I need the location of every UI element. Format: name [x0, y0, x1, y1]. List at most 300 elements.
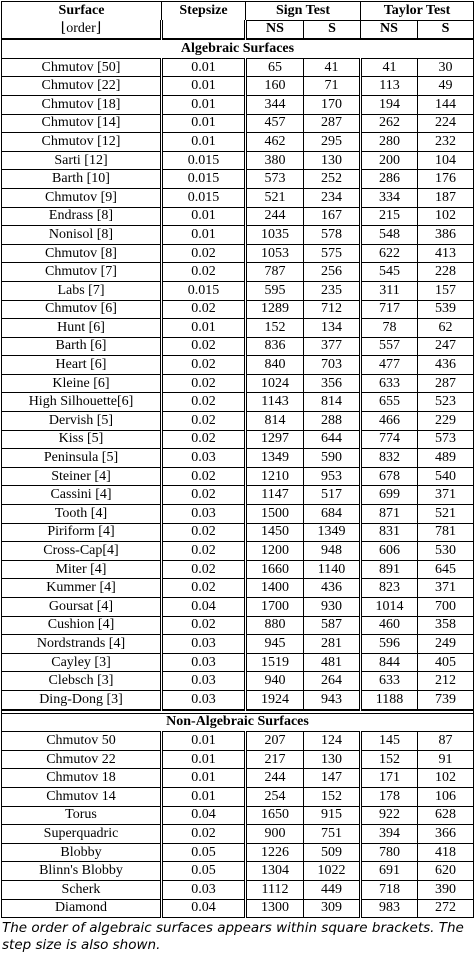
stepsize-cell: 0.05 [162, 862, 246, 881]
table-row [2, 523, 474, 542]
table-row [2, 356, 474, 375]
sign-ns-cell: 1304 [246, 862, 304, 881]
taylor-ns-cell: 922 [361, 806, 418, 825]
surface-cell: Nordstrands [4] [2, 635, 162, 654]
stepsize-cell: 0.01 [162, 319, 246, 338]
taylor-s-cell: 358 [418, 616, 474, 635]
taylor-ns-cell: 78 [361, 319, 418, 338]
sign-s-cell: 356 [304, 374, 361, 393]
surface-cell: Chmutov [8] [2, 244, 162, 263]
sign-s-cell: 953 [304, 467, 361, 486]
sign-ns-cell: 1147 [246, 486, 304, 505]
taylor-s-cell: 418 [418, 843, 474, 862]
surface-cell: Cassini [4] [2, 486, 162, 505]
taylor-s-cell: 229 [418, 412, 474, 431]
taylor-s-cell: 540 [418, 467, 474, 486]
sign-s-cell: 590 [304, 449, 361, 468]
table-row [2, 337, 474, 356]
surface-cell: Cross-Cap[4] [2, 542, 162, 561]
taylor-s-cell: 91 [418, 750, 474, 769]
table-row [2, 732, 474, 751]
sign-ns-cell: 160 [246, 77, 304, 96]
taylor-ns-cell: 280 [361, 133, 418, 152]
stepsize-cell: 0.015 [162, 170, 246, 189]
surface-cell: Blobby [2, 843, 162, 862]
sign-ns-cell: 573 [246, 170, 304, 189]
table-row [2, 300, 474, 319]
sign-s-cell: 509 [304, 843, 361, 862]
stepsize-cell: 0.04 [162, 806, 246, 825]
taylor-ns-cell: 466 [361, 412, 418, 431]
taylor-ns-cell: 596 [361, 635, 418, 654]
stepsize-cell: 0.02 [162, 337, 246, 356]
sign-ns-cell: 880 [246, 616, 304, 635]
sign-s-cell: 915 [304, 806, 361, 825]
stepsize-cell: 0.03 [162, 653, 246, 672]
surface-cell: Cushion [4] [2, 616, 162, 635]
surface-cell: Diamond [2, 899, 162, 918]
surface-cell: Chmutov 18 [2, 769, 162, 788]
taylor-ns-cell: 311 [361, 281, 418, 300]
sign-s-cell: 295 [304, 133, 361, 152]
stepsize-cell: 0.01 [162, 732, 246, 751]
stepsize-cell: 0.01 [162, 787, 246, 806]
sign-s-cell: 1349 [304, 523, 361, 542]
taylor-ns-cell: 286 [361, 170, 418, 189]
sign-ns-cell: 1024 [246, 374, 304, 393]
sign-s-cell: 288 [304, 412, 361, 431]
sign-ns-cell: 1200 [246, 542, 304, 561]
taylor-s-cell: 187 [418, 188, 474, 207]
taylor-s-cell: 521 [418, 505, 474, 524]
taylor-s-cell: 272 [418, 899, 474, 918]
table-row [2, 319, 474, 338]
sign-ns-cell: 1650 [246, 806, 304, 825]
table-row [2, 374, 474, 393]
taylor-ns-cell: 145 [361, 732, 418, 751]
sign-ns-cell: 945 [246, 635, 304, 654]
sign-ns-cell: 900 [246, 825, 304, 844]
taylor-s-cell: 739 [418, 690, 474, 709]
table-row [2, 806, 474, 825]
taylor-ns-cell: 655 [361, 393, 418, 412]
taylor-test-header: Taylor Test [361, 2, 474, 21]
table-row [2, 449, 474, 468]
taylor-ns-header: NS [361, 20, 418, 39]
sign-ns-cell: 1300 [246, 899, 304, 918]
stepsize-cell: 0.01 [162, 95, 246, 114]
taylor-s-cell: 405 [418, 653, 474, 672]
sign-s-cell: 948 [304, 542, 361, 561]
taylor-ns-cell: 844 [361, 653, 418, 672]
stepsize-cell: 0.02 [162, 579, 246, 598]
sign-s-cell: 134 [304, 319, 361, 338]
taylor-s-cell: 489 [418, 449, 474, 468]
stepsize-cell: 0.02 [162, 467, 246, 486]
taylor-ns-cell: 606 [361, 542, 418, 561]
surface-cell: Superquadric [2, 825, 162, 844]
algebraic-section-title: Algebraic Surfaces [2, 39, 474, 58]
taylor-ns-cell: 774 [361, 430, 418, 449]
stepsize-cell: 0.04 [162, 598, 246, 617]
sign-s-cell: 575 [304, 244, 361, 263]
table-row [2, 899, 474, 918]
sign-s-cell: 41 [304, 58, 361, 77]
sign-s-cell: 814 [304, 393, 361, 412]
taylor-ns-cell: 891 [361, 560, 418, 579]
stepsize-cell: 0.02 [162, 560, 246, 579]
sign-s-cell: 147 [304, 769, 361, 788]
non-algebraic-section-title: Non-Algebraic Surfaces [2, 713, 474, 732]
surface-cell: Chmutov 50 [2, 732, 162, 751]
surface-cell: Dervish [5] [2, 412, 162, 431]
table-caption: The order of algebraic surfaces appears within square brackets. The step size is also shown. [2, 920, 464, 954]
taylor-ns-cell: 633 [361, 374, 418, 393]
surface-cell: Labs [7] [2, 281, 162, 300]
surface-header-label: Surface [58, 3, 105, 19]
stepsize-cell: 0.01 [162, 207, 246, 226]
surface-cell: Chmutov [9] [2, 188, 162, 207]
taylor-ns-cell: 832 [361, 449, 418, 468]
taylor-ns-cell: 622 [361, 244, 418, 263]
taylor-s-cell: 781 [418, 523, 474, 542]
sign-ns-cell: 1035 [246, 226, 304, 245]
stepsize-header: Stepsize [162, 2, 246, 21]
sign-ns-cell: 1053 [246, 244, 304, 263]
taylor-s-cell: 87 [418, 732, 474, 751]
surface-cell: Chmutov [7] [2, 263, 162, 282]
taylor-ns-cell: 178 [361, 787, 418, 806]
sign-s-cell: 235 [304, 281, 361, 300]
surface-cell: Barth [10] [2, 170, 162, 189]
table-row [2, 133, 474, 152]
taylor-ns-cell: 691 [361, 862, 418, 881]
sign-ns-cell: 521 [246, 188, 304, 207]
stepsize-cell: 0.02 [162, 430, 246, 449]
taylor-s-cell: 628 [418, 806, 474, 825]
stepsize-cell: 0.02 [162, 356, 246, 375]
taylor-s-cell: 106 [418, 787, 474, 806]
table-row [2, 151, 474, 170]
surface-cell: Piriform [4] [2, 523, 162, 542]
stepsize-header-blank [162, 20, 246, 39]
stepsize-cell: 0.03 [162, 449, 246, 468]
table-row [2, 188, 474, 207]
sign-ns-cell: 1400 [246, 579, 304, 598]
table-row [2, 843, 474, 862]
surface-cell: Cayley [3] [2, 653, 162, 672]
stepsize-cell: 0.05 [162, 843, 246, 862]
taylor-s-cell: 390 [418, 880, 474, 899]
sign-s-cell: 1022 [304, 862, 361, 881]
table-row [2, 769, 474, 788]
taylor-s-cell: 228 [418, 263, 474, 282]
table-row [2, 616, 474, 635]
table-row [2, 244, 474, 263]
sign-ns-cell: 1660 [246, 560, 304, 579]
sign-ns-cell: 207 [246, 732, 304, 751]
sign-s-cell: 578 [304, 226, 361, 245]
sign-ns-cell: 65 [246, 58, 304, 77]
non-algebraic-section [2, 713, 474, 918]
taylor-s-cell: 436 [418, 356, 474, 375]
table-row [2, 862, 474, 881]
taylor-ns-cell: 152 [361, 750, 418, 769]
stepsize-cell: 0.02 [162, 244, 246, 263]
taylor-ns-cell: 334 [361, 188, 418, 207]
table-row [2, 393, 474, 412]
surface-cell: Chmutov 14 [2, 787, 162, 806]
surface-cell: Kleine [6] [2, 374, 162, 393]
table-row [2, 58, 474, 77]
taylor-ns-cell: 699 [361, 486, 418, 505]
table-row [2, 750, 474, 769]
stepsize-cell: 0.04 [162, 899, 246, 918]
table-row [2, 170, 474, 189]
taylor-s-cell: 700 [418, 598, 474, 617]
stepsize-cell: 0.02 [162, 523, 246, 542]
table-row [2, 690, 474, 709]
stepsize-cell: 0.015 [162, 281, 246, 300]
table-row [2, 672, 474, 691]
taylor-ns-cell: 1188 [361, 690, 418, 709]
sign-ns-cell: 1297 [246, 430, 304, 449]
sign-ns-cell: 840 [246, 356, 304, 375]
sign-s-cell: 309 [304, 899, 361, 918]
taylor-s-cell: 539 [418, 300, 474, 319]
surface-cell: Barth [6] [2, 337, 162, 356]
surface-cell: Heart [6] [2, 356, 162, 375]
sign-s-cell: 684 [304, 505, 361, 524]
surface-cell: Torus [2, 806, 162, 825]
taylor-s-cell: 573 [418, 430, 474, 449]
sign-ns-cell: 1210 [246, 467, 304, 486]
sign-ns-cell: 1112 [246, 880, 304, 899]
stepsize-cell: 0.01 [162, 769, 246, 788]
sign-ns-cell: 595 [246, 281, 304, 300]
stepsize-cell: 0.01 [162, 226, 246, 245]
surface-cell: Kummer [4] [2, 579, 162, 598]
sign-ns-cell: 1500 [246, 505, 304, 524]
stepsize-cell: 0.02 [162, 616, 246, 635]
taylor-s-cell: 157 [418, 281, 474, 300]
surface-cell: High Silhouette[6] [2, 393, 162, 412]
taylor-ns-cell: 871 [361, 505, 418, 524]
stepsize-cell: 0.02 [162, 542, 246, 561]
sign-ns-cell: 217 [246, 750, 304, 769]
table-row [2, 467, 474, 486]
table-header [2, 2, 474, 40]
taylor-s-cell: 30 [418, 58, 474, 77]
table-row [2, 560, 474, 579]
table-row [2, 263, 474, 282]
order-header: ⌊order⌋ [2, 20, 162, 39]
taylor-ns-cell: 215 [361, 207, 418, 226]
taylor-ns-cell: 262 [361, 114, 418, 133]
table-row [2, 598, 474, 617]
table-row [2, 226, 474, 245]
taylor-s-cell: 645 [418, 560, 474, 579]
sign-ns-cell: 836 [246, 337, 304, 356]
taylor-s-cell: 366 [418, 825, 474, 844]
sign-ns-cell: 1143 [246, 393, 304, 412]
sign-s-cell: 234 [304, 188, 361, 207]
stepsize-cell: 0.015 [162, 188, 246, 207]
results-table-figure [1, 1, 473, 954]
sign-ns-cell: 1700 [246, 598, 304, 617]
sign-ns-cell: 244 [246, 207, 304, 226]
stepsize-cell: 0.01 [162, 750, 246, 769]
sign-s-cell: 130 [304, 151, 361, 170]
sign-ns-cell: 1289 [246, 300, 304, 319]
sign-ns-cell: 152 [246, 319, 304, 338]
taylor-s-cell: 104 [418, 151, 474, 170]
sign-ns-cell: 1226 [246, 843, 304, 862]
sign-s-cell: 287 [304, 114, 361, 133]
table-row [2, 505, 474, 524]
stepsize-cell: 0.03 [162, 505, 246, 524]
sign-test-header: Sign Test [246, 2, 361, 21]
stepsize-cell: 0.03 [162, 672, 246, 691]
sign-ns-cell: 1519 [246, 653, 304, 672]
sign-ns-cell: 462 [246, 133, 304, 152]
sign-ns-cell: 1924 [246, 690, 304, 709]
sign-s-cell: 587 [304, 616, 361, 635]
stepsize-cell: 0.015 [162, 151, 246, 170]
taylor-s-cell: 249 [418, 635, 474, 654]
sign-ns-cell: 344 [246, 95, 304, 114]
stepsize-cell: 0.02 [162, 300, 246, 319]
table-row [2, 412, 474, 431]
sign-s-cell: 1140 [304, 560, 361, 579]
sign-s-cell: 436 [304, 579, 361, 598]
taylor-ns-cell: 823 [361, 579, 418, 598]
taylor-s-cell: 232 [418, 133, 474, 152]
taylor-ns-cell: 718 [361, 880, 418, 899]
sign-s-cell: 281 [304, 635, 361, 654]
taylor-ns-cell: 171 [361, 769, 418, 788]
sign-s-cell: 71 [304, 77, 361, 96]
sign-ns-cell: 244 [246, 769, 304, 788]
sign-s-cell: 130 [304, 750, 361, 769]
taylor-ns-cell: 460 [361, 616, 418, 635]
taylor-ns-cell: 831 [361, 523, 418, 542]
taylor-ns-cell: 633 [361, 672, 418, 691]
sign-ns-cell: 254 [246, 787, 304, 806]
taylor-s-cell: 224 [418, 114, 474, 133]
surface-cell: Chmutov [6] [2, 300, 162, 319]
table-row [2, 635, 474, 654]
sign-ns-cell: 1450 [246, 523, 304, 542]
taylor-s-cell: 247 [418, 337, 474, 356]
sign-ns-cell: 787 [246, 263, 304, 282]
taylor-s-cell: 212 [418, 672, 474, 691]
taylor-s-cell: 287 [418, 374, 474, 393]
sign-ns-cell: 814 [246, 412, 304, 431]
taylor-s-cell: 523 [418, 393, 474, 412]
taylor-s-cell: 413 [418, 244, 474, 263]
sign-s-cell: 449 [304, 880, 361, 899]
taylor-ns-cell: 545 [361, 263, 418, 282]
stepsize-cell: 0.03 [162, 880, 246, 899]
surface-cell: Endrass [8] [2, 207, 162, 226]
taylor-s-header: S [418, 20, 474, 39]
surface-cell: Steiner [4] [2, 467, 162, 486]
table-row [2, 77, 474, 96]
surface-cell: Chmutov [22] [2, 77, 162, 96]
sign-s-cell: 930 [304, 598, 361, 617]
taylor-ns-cell: 113 [361, 77, 418, 96]
table-row [2, 207, 474, 226]
sign-ns-cell: 1349 [246, 449, 304, 468]
taylor-ns-cell: 394 [361, 825, 418, 844]
sign-s-cell: 124 [304, 732, 361, 751]
stepsize-cell: 0.01 [162, 58, 246, 77]
taylor-s-cell: 530 [418, 542, 474, 561]
sign-s-cell: 264 [304, 672, 361, 691]
surface-cell: Sarti [12] [2, 151, 162, 170]
taylor-s-cell: 176 [418, 170, 474, 189]
sign-ns-cell: 380 [246, 151, 304, 170]
stepsize-cell: 0.02 [162, 374, 246, 393]
stepsize-cell: 0.03 [162, 635, 246, 654]
taylor-s-cell: 49 [418, 77, 474, 96]
stepsize-cell: 0.02 [162, 412, 246, 431]
taylor-s-cell: 62 [418, 319, 474, 338]
taylor-ns-cell: 41 [361, 58, 418, 77]
sign-s-cell: 712 [304, 300, 361, 319]
surface-cell: Hunt [6] [2, 319, 162, 338]
surface-cell: Nonisol [8] [2, 226, 162, 245]
sign-s-cell: 943 [304, 690, 361, 709]
taylor-ns-cell: 477 [361, 356, 418, 375]
surface-cell: Chmutov [14] [2, 114, 162, 133]
taylor-s-cell: 102 [418, 769, 474, 788]
surface-cell: Miter [4] [2, 560, 162, 579]
sign-s-header: S [304, 20, 361, 39]
sign-s-cell: 703 [304, 356, 361, 375]
sign-s-cell: 252 [304, 170, 361, 189]
sign-ns-cell: 940 [246, 672, 304, 691]
stepsize-cell: 0.01 [162, 114, 246, 133]
table-row [2, 114, 474, 133]
taylor-s-cell: 386 [418, 226, 474, 245]
table-row [2, 95, 474, 114]
table-row [2, 430, 474, 449]
stepsize-cell: 0.02 [162, 825, 246, 844]
surface-cell: Scherk [2, 880, 162, 899]
stepsize-cell: 0.02 [162, 393, 246, 412]
taylor-s-cell: 144 [418, 95, 474, 114]
sign-s-cell: 152 [304, 787, 361, 806]
sign-ns-header: NS [246, 20, 304, 39]
stepsize-cell: 0.02 [162, 263, 246, 282]
surface-cell: Chmutov [18] [2, 95, 162, 114]
taylor-ns-cell: 200 [361, 151, 418, 170]
sign-s-cell: 256 [304, 263, 361, 282]
table-row [2, 653, 474, 672]
sign-s-cell: 481 [304, 653, 361, 672]
surface-cell: Chmutov [12] [2, 133, 162, 152]
surface-cell: Kiss [5] [2, 430, 162, 449]
surface-cell: Chmutov 22 [2, 750, 162, 769]
sign-s-cell: 517 [304, 486, 361, 505]
stepsize-cell: 0.01 [162, 77, 246, 96]
taylor-s-cell: 371 [418, 486, 474, 505]
sign-s-cell: 377 [304, 337, 361, 356]
stepsize-cell: 0.02 [162, 486, 246, 505]
taylor-ns-cell: 557 [361, 337, 418, 356]
